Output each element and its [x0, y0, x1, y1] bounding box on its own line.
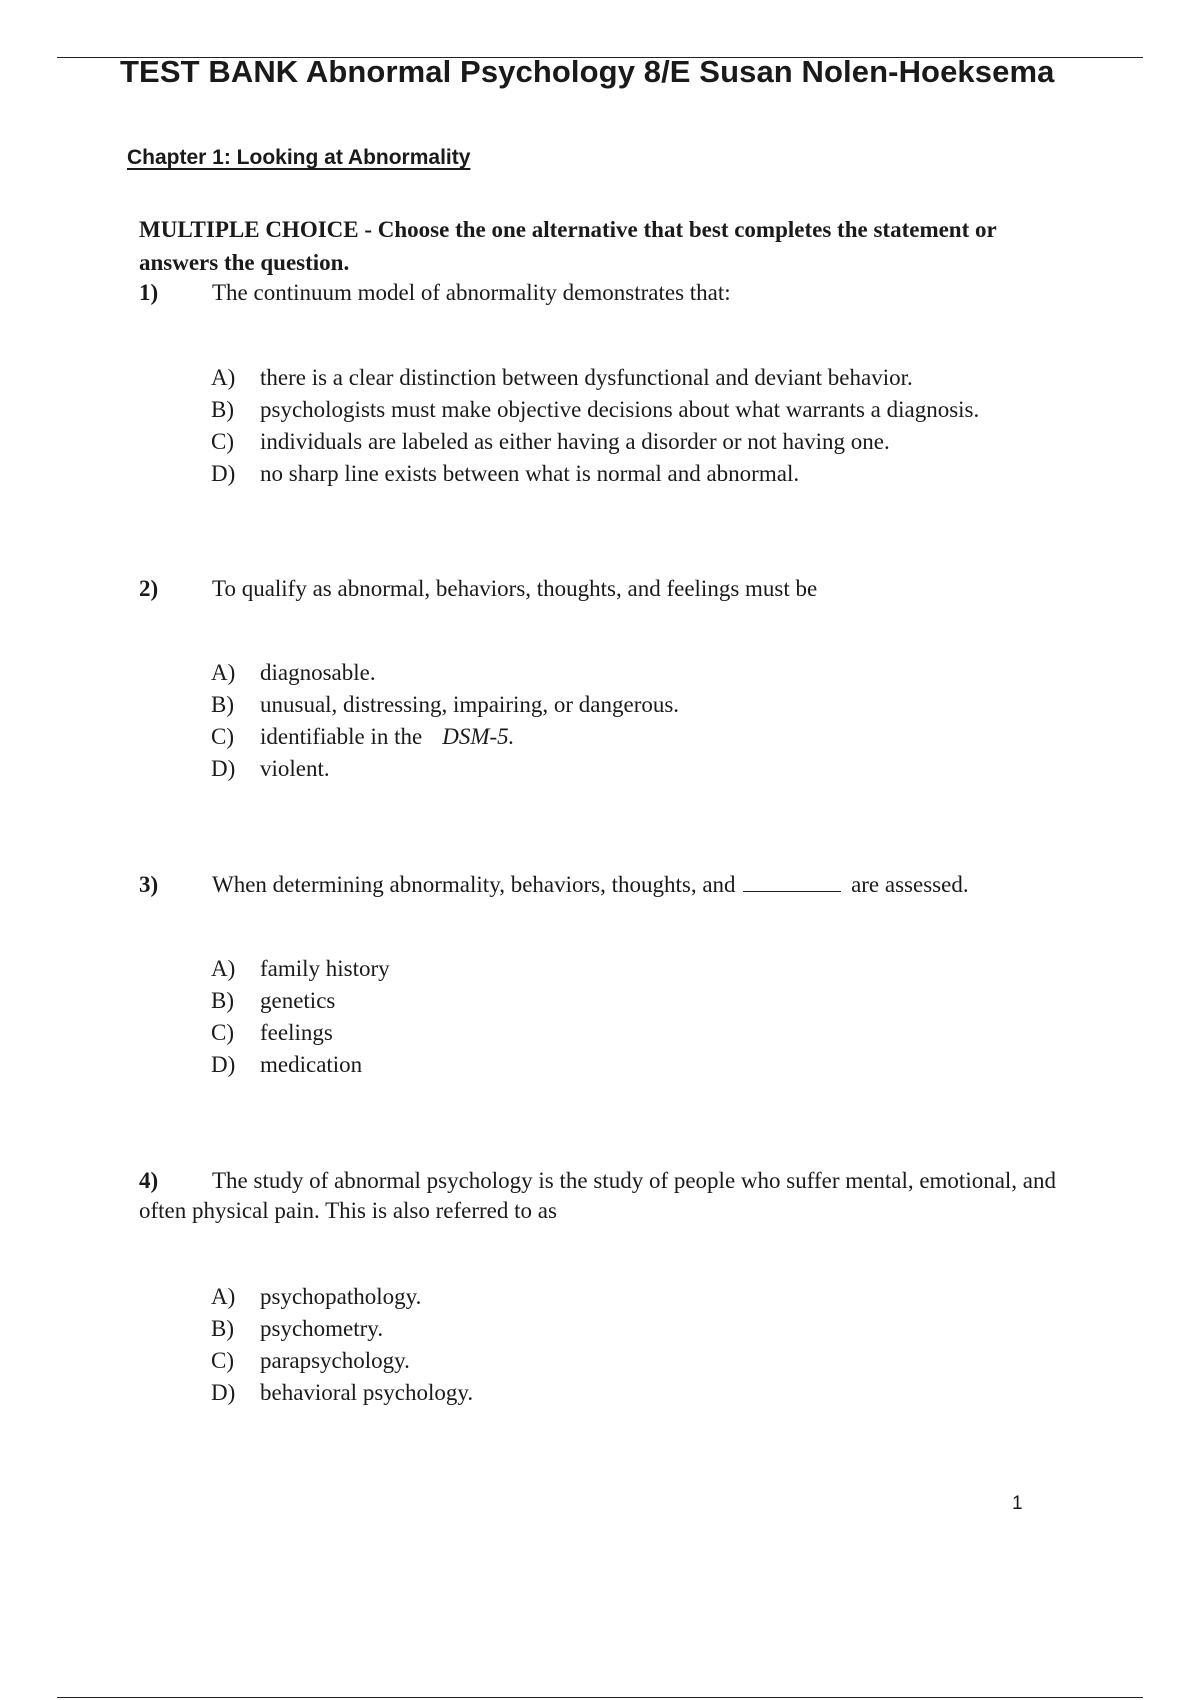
- option-letter: D): [211, 1380, 236, 1405]
- question-2: [139, 574, 1069, 604]
- bottom-rule: [57, 1697, 1143, 1698]
- option-text: parapsychology.: [260, 1348, 410, 1373]
- option-b[interactable]: [211, 1313, 473, 1345]
- question-4-options: [211, 1281, 473, 1409]
- question-text: The continuum model of abnormality demonstrates that:: [212, 280, 731, 305]
- option-c[interactable]: [211, 1017, 390, 1049]
- question-text: When determining abnormality, behaviors, thoughts, and: [212, 872, 736, 897]
- option-letter: D): [211, 461, 236, 486]
- page-number: 1: [1012, 1493, 1023, 1514]
- option-letter: B): [211, 692, 234, 717]
- option-b[interactable]: [211, 394, 979, 426]
- option-d[interactable]: [211, 1049, 390, 1081]
- option-letter: B): [211, 397, 234, 422]
- question-text: The study of abnormal psychology is the study of people who suffer mental, emotional, and often physical pain. This is also referred to as: [139, 1168, 1057, 1223]
- question-number: 2): [139, 576, 159, 601]
- option-text: unusual, distressing, impairing, or dangerous.: [260, 692, 680, 717]
- option-letter: C): [211, 724, 234, 749]
- option-text-italic: DSM-5.: [442, 724, 515, 749]
- chapter-heading: Chapter 1: Looking at Abnormality: [127, 146, 471, 169]
- question-text-end: are assessed.: [851, 872, 969, 897]
- option-text: family history: [260, 956, 390, 981]
- option-text: feelings: [260, 1020, 333, 1045]
- question-number: 1): [139, 280, 159, 305]
- question-1: [139, 278, 1069, 308]
- option-text: no sharp line exists between what is normal and abnormal.: [260, 461, 800, 486]
- option-c[interactable]: [211, 1345, 473, 1377]
- option-letter: B): [211, 1316, 234, 1341]
- option-a[interactable]: [211, 1281, 473, 1313]
- option-d[interactable]: [211, 458, 979, 490]
- option-letter: B): [211, 988, 234, 1013]
- option-text: identifiable in the: [260, 724, 423, 749]
- question-4: [139, 1166, 1069, 1226]
- question-2-options: [211, 657, 679, 785]
- option-letter: A): [211, 956, 236, 981]
- option-b[interactable]: [211, 985, 390, 1017]
- option-text: individuals are labeled as either having a disorder or not having one.: [260, 429, 890, 454]
- option-text: psychologists must make objective decisions about what warrants a diagnosis.: [260, 397, 980, 422]
- option-text: violent.: [260, 756, 330, 781]
- option-letter: A): [211, 365, 236, 390]
- option-letter: C): [211, 429, 234, 454]
- question-1-options: [211, 362, 979, 490]
- option-letter: D): [211, 756, 236, 781]
- question-text: To qualify as abnormal, behaviors, thoughts, and feelings must be: [212, 576, 818, 601]
- option-letter: D): [211, 1052, 236, 1077]
- option-letter: A): [211, 1284, 236, 1309]
- option-c[interactable]: [211, 721, 679, 753]
- answer-blank: [743, 873, 841, 892]
- document-title: TEST BANK Abnormal Psychology 8/E Susan Nolen-Hoeksema: [120, 54, 1055, 89]
- option-a[interactable]: [211, 362, 979, 394]
- question-number: 3): [139, 872, 159, 897]
- option-text: medication: [260, 1052, 363, 1077]
- question-3: [139, 870, 1069, 900]
- option-text: genetics: [260, 988, 336, 1013]
- option-text: diagnosable.: [260, 660, 376, 685]
- option-c[interactable]: [211, 426, 979, 458]
- option-letter: A): [211, 660, 236, 685]
- option-text: psychopathology.: [260, 1284, 422, 1309]
- option-letter: C): [211, 1020, 234, 1045]
- option-d[interactable]: [211, 1377, 473, 1409]
- question-3-options: [211, 953, 390, 1081]
- option-text: behavioral psychology.: [260, 1380, 474, 1405]
- question-number: 4): [139, 1168, 159, 1193]
- section-instructions: MULTIPLE CHOICE - Choose the one alternative that best completes the statement or answers the question.: [139, 217, 997, 275]
- option-b[interactable]: [211, 689, 679, 721]
- option-text: there is a clear distinction between dysfunctional and deviant behavior.: [260, 365, 913, 390]
- option-text: psychometry.: [260, 1316, 384, 1341]
- option-d[interactable]: [211, 753, 679, 785]
- option-a[interactable]: [211, 657, 679, 689]
- option-letter: C): [211, 1348, 234, 1373]
- option-a[interactable]: [211, 953, 390, 985]
